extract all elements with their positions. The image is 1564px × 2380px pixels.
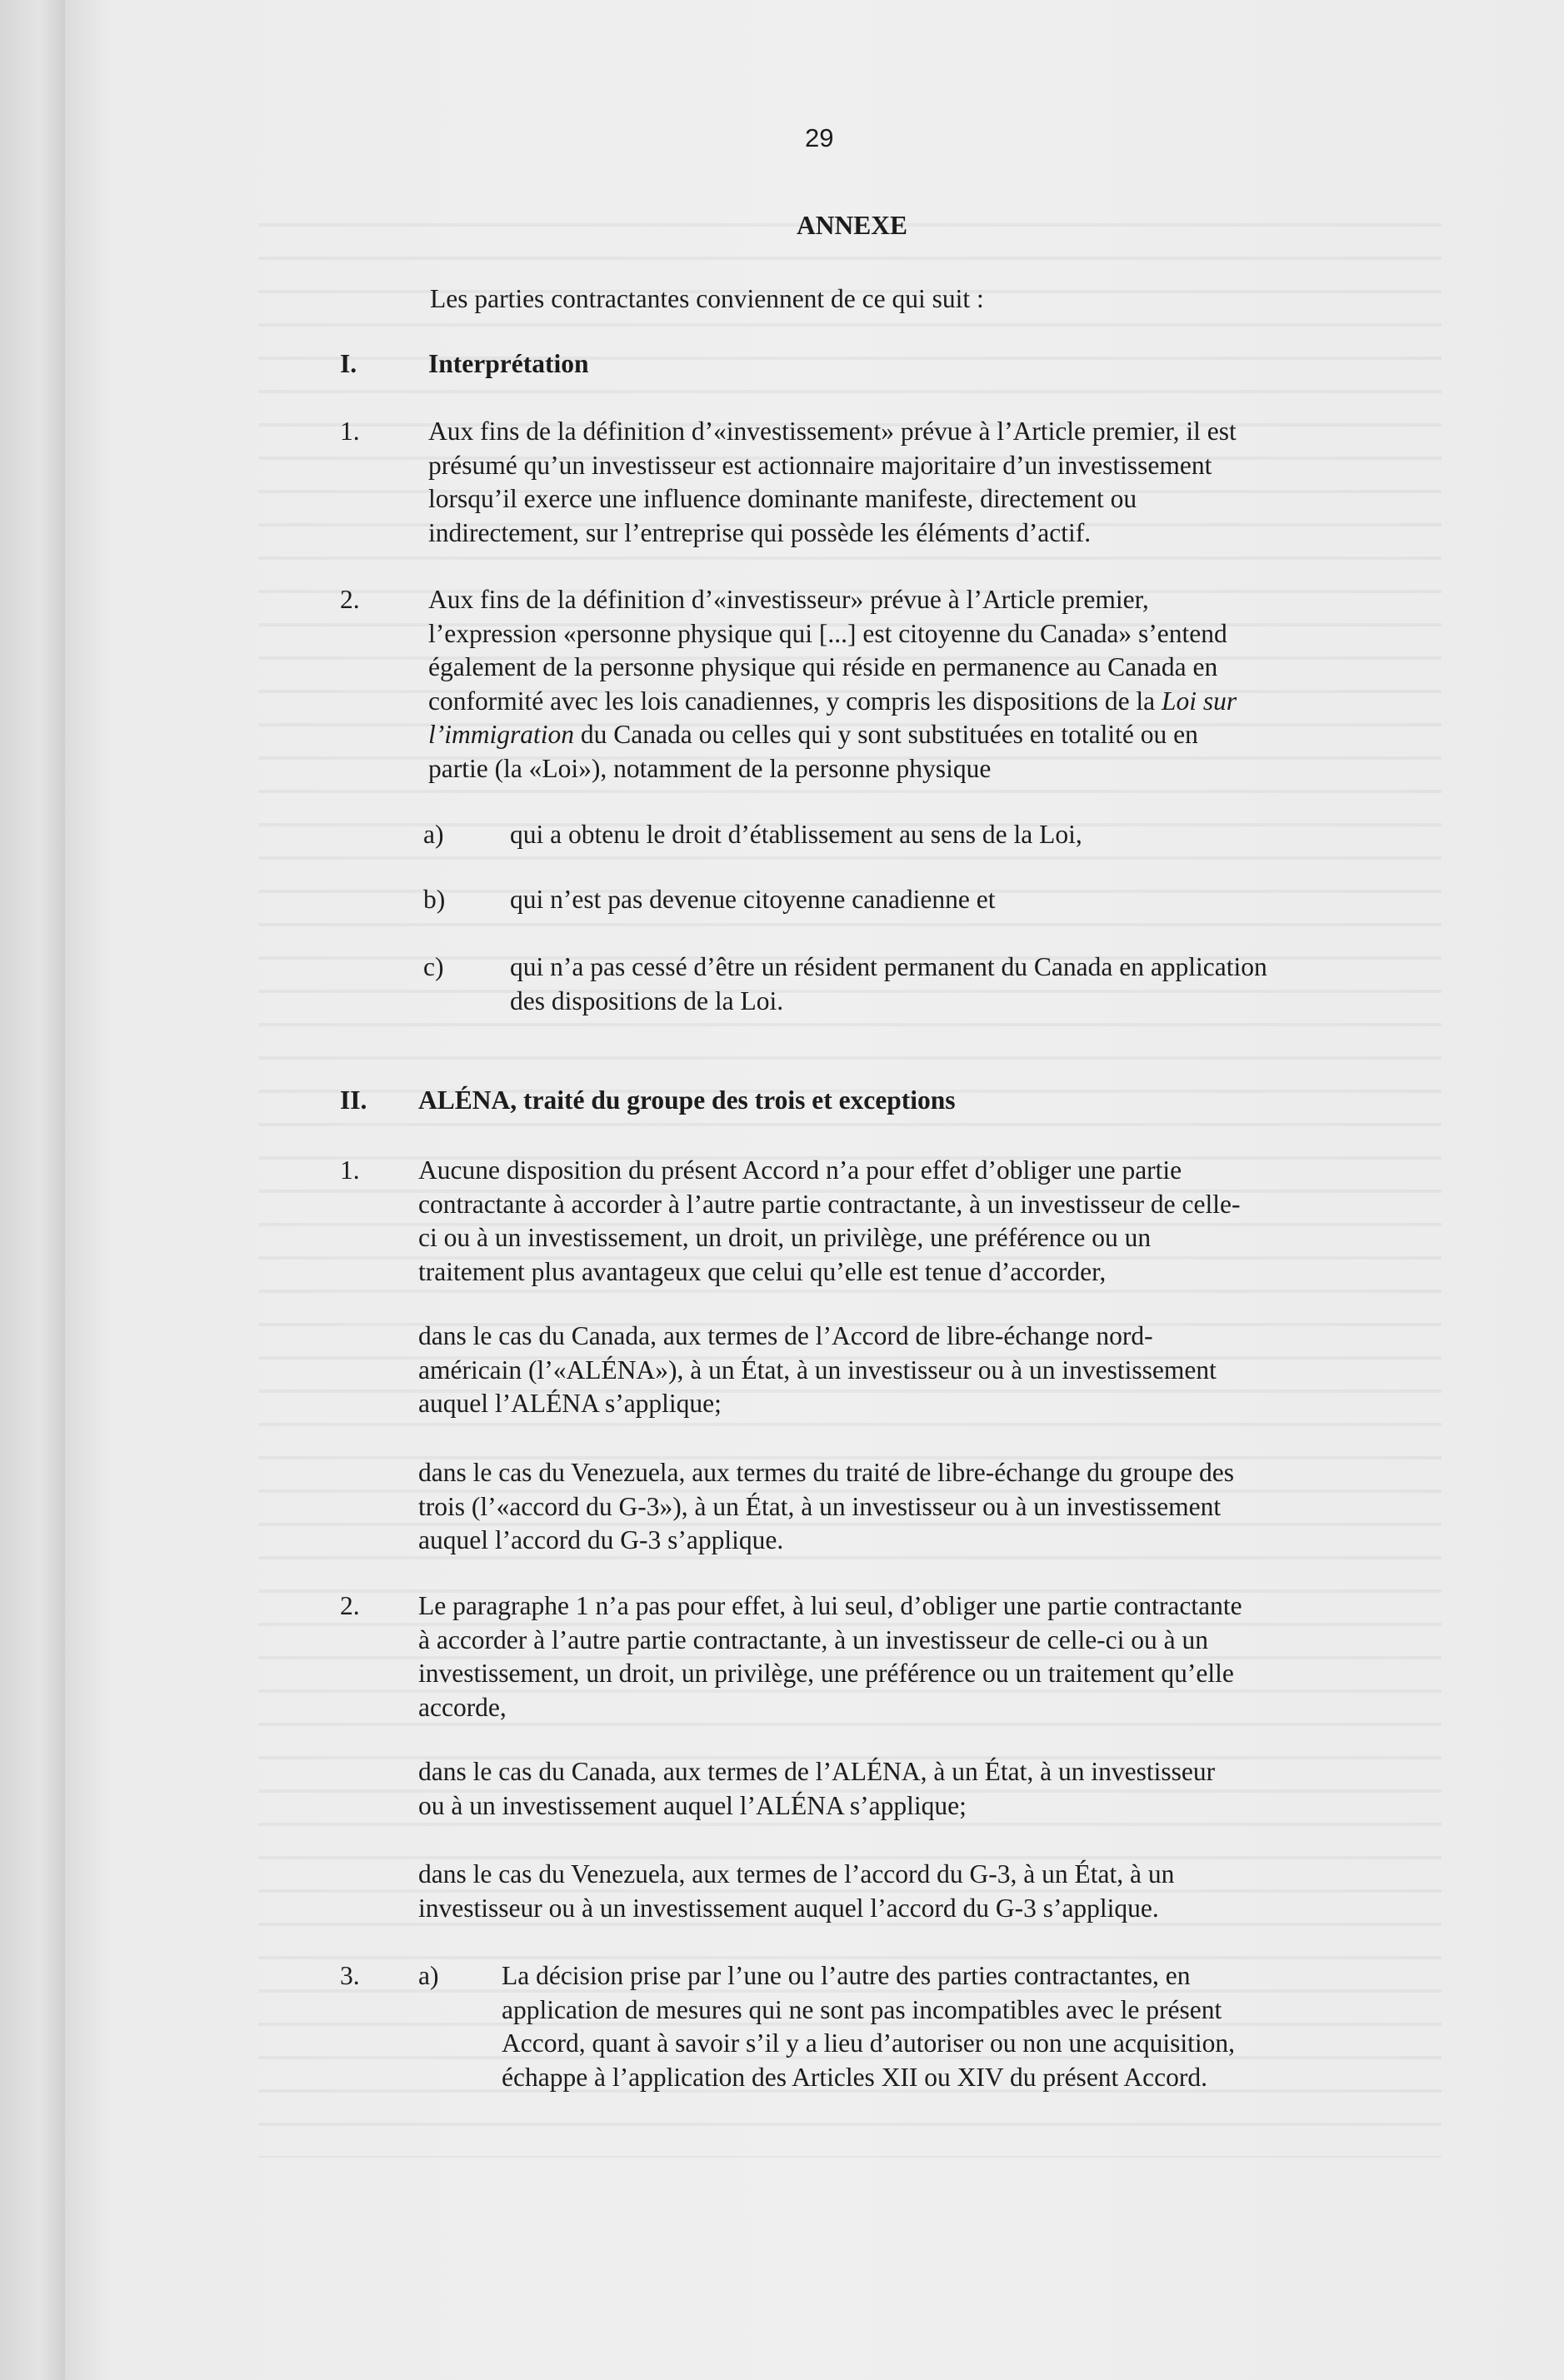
s2-paragraph-2-number: 2.	[340, 1591, 360, 1620]
s2-paragraph-1-number: 1.	[340, 1155, 360, 1185]
item-a-text: qui a obtenu le droit d’établissement au sens de la Loi,	[510, 820, 1082, 849]
s1-paragraph-2-number: 2.	[340, 585, 360, 614]
s2-p3-item-a-label: a)	[418, 1961, 439, 1990]
section-1-number: I.	[340, 349, 357, 378]
intro-text: Les parties contractantes conviennent de ce qui suit :	[430, 284, 984, 313]
s2-paragraph-3-number: 3.	[340, 1961, 360, 1990]
s2-p2-canada-clause: dans le cas du Canada, aux termes de l’ALÉNA, à un État, à un investisseur ou à un investissement auquel l’ALÉNA s’applique;	[418, 1757, 1216, 1820]
s2-paragraph-1: Aucune disposition du présent Accord n’a pour effet d’obliger une partie contractante à accorder à l’autre partie contractante, à un investisseur de celle- ci ou à un investissement, un droit, un privilège, une préférence ou un traitement plus avantageux que celui qu’elle est tenue d’accorder,	[418, 1155, 1241, 1286]
section-2-number: II.	[340, 1085, 367, 1115]
item-b-label: b)	[423, 885, 446, 914]
section-2-heading: ALÉNA, traité du groupe des trois et exceptions	[418, 1085, 956, 1115]
item-a-label: a)	[423, 820, 444, 849]
s2-p1-venezuela-clause: dans le cas du Venezuela, aux termes du traité de libre-échange du groupe des trois (l’«accord du G-3»), à un État, à un investisseur ou à un investissement auquel l’accord du G-3 s’applique.	[418, 1458, 1235, 1554]
s2-p1-canada-clause: dans le cas du Canada, aux termes de l’Accord de libre-échange nord- américain (l’«ALÉNA»), à un État, à un investisseur ou à un investissement auquel l’ALÉNA s’applique;	[418, 1321, 1217, 1418]
s2-p2-venezuela-clause: dans le cas du Venezuela, aux termes de l’accord du G-3, à un État, à un investisseur ou à un investissement auquel l’accord du G-3 s’applique.	[418, 1859, 1175, 1923]
s1-paragraph-1-number: 1.	[340, 417, 360, 446]
annex-title: ANNEXE	[797, 211, 908, 240]
page-number: 29	[805, 123, 834, 152]
s1-paragraph-1: Aux fins de la définition d’«investissement» prévue à l’Article premier, il est présumé qu’un investisseur est actionnaire majoritaire d’un investissement lorsqu’il exerce une influence dominante manifeste, directement ou indirectement, sur l’entreprise qui possède les éléments d’actif.	[428, 417, 1237, 547]
page-binding	[0, 0, 65, 2380]
section-1-heading: Interprétation	[428, 349, 589, 378]
item-c-label: c)	[423, 952, 444, 981]
s1-paragraph-2: Aux fins de la définition d’«investisseur» prévue à l’Article premier, l’expression «personne physique qui [...] est citoyenne du Canada» s’entend également de la personne physique qui réside en permanence au Canada en conformité avec les lois canadiennes, y compris les dispositions de la Loi sur l’immigration du Canada ou celles qui y sont substituées en totalité ou en partie (la «Loi»), notamment de la personne physique	[428, 585, 1237, 783]
item-b-text: qui n’est pas devenue citoyenne canadienne et	[510, 885, 996, 914]
s2-p3-item-a-text: La décision prise par l’une ou l’autre des parties contractantes, en application de mesures qui ne sont pas incompatibles avec le présent Accord, quant à savoir s’il y a lieu d’autoriser ou non une acquisition, échappe à l’application des Articles XII ou XIV du présent Accord.	[502, 1961, 1236, 2092]
item-c-text: qui n’a pas cessé d’être un résident permanent du Canada en application des dispositions de la Loi.	[510, 952, 1267, 1015]
s2-paragraph-2: Le paragraphe 1 n’a pas pour effet, à lui seul, d’obliger une partie contractante à accorder à l’autre partie contractante, à un investisseur de celle-ci ou à un investissement, un droit, un privilège, une préférence ou un traitement qu’elle accorde,	[418, 1591, 1242, 1722]
